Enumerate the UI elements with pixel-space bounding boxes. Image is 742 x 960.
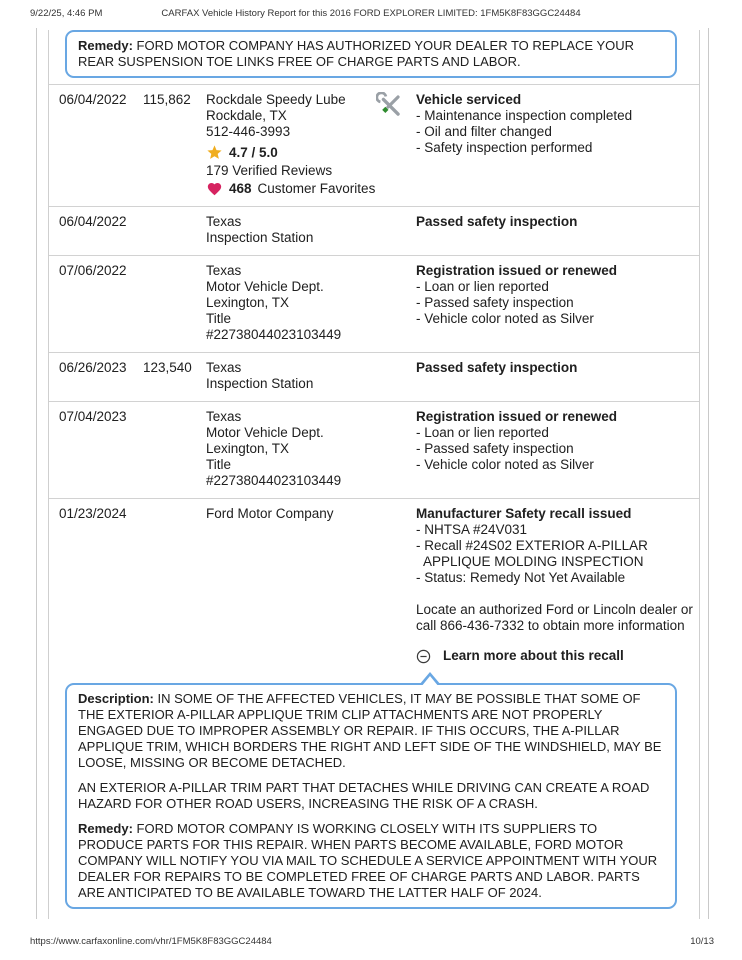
event-detail: - Status: Remedy Not Yet Available xyxy=(416,570,626,585)
remedy-text: FORD MOTOR COMPANY IS WORKING CLOSELY WITH ITS SUPPLIERS TO PRODUCE PARTS FOR THIS REPAIR. WHEN PARTS BECOME AVAILABLE, FORD MOTOR COMPANY WILL NOTIFY YOU VIA MAIL TO SCHEDULE A SERVICE APPOINTMENT WITH YOUR DEALER FOR REPAIRS TO BE COMPLETED FREE OF CHARGE PARTS AND LABOR. PARTS ARE ANTICIPATED TO BE AVAILABLE TOWARD THE LATTER HALF OF 2024. xyxy=(78,821,658,900)
description-label: Description: xyxy=(78,691,154,706)
event-date: 07/04/2023 xyxy=(59,409,127,424)
event-title: Passed safety inspection xyxy=(416,214,578,229)
history-row xyxy=(49,498,699,673)
recall-remedy-callout-top xyxy=(65,30,677,78)
print-url: https://www.carfaxonline.com/vhr/1FM5K8F83GGC24484 xyxy=(30,936,272,947)
event-detail: - Maintenance inspection completed xyxy=(416,108,633,123)
history-row xyxy=(49,255,699,352)
event-source xyxy=(206,263,376,343)
event-mileage: 123,540 xyxy=(143,360,192,375)
event-mileage xyxy=(143,506,206,664)
event-date: 06/04/2022 xyxy=(59,92,127,107)
event-detail: - Recall #24S02 EXTERIOR A-PILLAR APPLIQUE MOLDING INSPECTION xyxy=(416,538,648,569)
event-detail: - Oil and filter changed xyxy=(416,124,552,139)
event-mileage xyxy=(143,409,206,489)
recall-description-box xyxy=(65,683,677,909)
source-line: 512-446-3993 xyxy=(206,124,291,139)
event-mileage xyxy=(143,263,206,343)
event-detail: - Passed safety inspection xyxy=(416,441,574,456)
recall-contact-note: Locate an authorized Ford or Lincoln dealer or call 866-436-7332 to obtain more information xyxy=(416,602,693,633)
event-mileage: 115,862 xyxy=(143,92,191,107)
learn-more-label: Learn more about this recall xyxy=(443,648,624,663)
star-icon xyxy=(206,144,223,161)
favorites-count: 468 xyxy=(229,181,252,196)
event-icon-cell xyxy=(376,263,416,343)
print-header xyxy=(30,8,712,22)
heart-icon xyxy=(206,181,223,197)
remedy-text: FORD MOTOR COMPANY HAS AUTHORIZED YOUR DEALER TO REPLACE YOUR REAR SUSPENSION TOE LINKS FREE OF CHARGE PARTS AND LABOR. xyxy=(78,38,635,69)
event-source xyxy=(206,92,376,197)
learn-more-toggle[interactable] xyxy=(416,648,693,664)
favorites-label: Customer Favorites xyxy=(257,181,376,196)
event-detail: - Passed safety inspection xyxy=(416,295,574,310)
print-timestamp: 9/22/25, 4:46 PM xyxy=(30,8,103,19)
event-detail: - Vehicle color noted as Silver xyxy=(416,457,594,472)
source-line: Lexington, TX xyxy=(206,295,290,310)
print-page-number: 10/13 xyxy=(690,936,714,947)
event-source xyxy=(206,506,376,664)
event-detail: - Vehicle color noted as Silver xyxy=(416,311,594,326)
history-row xyxy=(49,206,699,255)
source-line: Inspection Station xyxy=(206,230,314,245)
print-footer xyxy=(30,936,714,947)
history-row xyxy=(49,401,699,498)
event-date: 06/26/2023 xyxy=(59,360,127,375)
source-line: Motor Vehicle Dept. xyxy=(206,425,324,440)
source-line: #22738044023103449 xyxy=(206,473,342,488)
minus-circle-icon xyxy=(416,649,431,664)
event-description xyxy=(416,506,699,664)
history-table xyxy=(48,30,700,919)
remedy-paragraph xyxy=(78,38,664,70)
event-detail: - Loan or lien reported xyxy=(416,425,549,440)
event-detail: - Loan or lien reported xyxy=(416,279,549,294)
history-row xyxy=(49,84,699,206)
source-line: #22738044023103449 xyxy=(206,327,342,342)
description-text: IN SOME OF THE AFFECTED VEHICLES, IT MAY BE POSSIBLE THAT SOME OF THE EXTERIOR A-PILLAR APPLIQUE TRIM CLIP ATTACHMENTS ARE NOT PROPERLY ENGAGED DUE TO IMPROPER ASSEMBLY OR REPAIR. IF THIS OCCURS, THE A-PILLAR APPLIQUE TRIM, WHICH BORDERS THE RIGHT AND LEFT SIDE OF THE WINDSHIELD, MAY BE LOOSE, MISSING OR BECOME DETACHED. xyxy=(78,691,662,770)
recall-hazard-paragraph: AN EXTERIOR A-PILLAR TRIM PART THAT DETACHES WHILE DRIVING CAN CREATE A ROAD HAZARD FOR OTHER ROAD USERS, INCREASING THE RISK OF A CRASH. xyxy=(78,780,650,811)
event-description xyxy=(416,409,699,489)
event-date: 06/04/2022 xyxy=(59,214,127,229)
event-description xyxy=(416,214,699,246)
event-icon-cell xyxy=(376,409,416,489)
source-line: Rockdale Speedy Lube xyxy=(206,92,346,107)
event-detail: - Safety inspection performed xyxy=(416,140,593,155)
event-title: Manufacturer Safety recall issued xyxy=(416,506,632,521)
source-line: Title xyxy=(206,311,232,326)
event-icon-cell xyxy=(376,360,416,392)
event-mileage xyxy=(143,214,206,246)
event-date: 01/23/2024 xyxy=(59,506,127,521)
event-detail: - NHTSA #24V031 xyxy=(416,522,528,537)
source-line: Title xyxy=(206,457,232,472)
event-description xyxy=(416,263,699,343)
verified-reviews: 179 Verified Reviews xyxy=(206,163,333,178)
event-source xyxy=(206,214,376,246)
event-source xyxy=(206,409,376,489)
print-title: CARFAX Vehicle History Report for this 2016 FORD EXPLORER LIMITED: 1FM5K8F83GGC24484 xyxy=(161,8,581,19)
source-line: Rockdale, TX xyxy=(206,108,287,123)
event-source xyxy=(206,360,376,392)
remedy-label: Remedy: xyxy=(78,821,133,836)
event-description xyxy=(416,92,699,197)
wrench-screwdriver-icon xyxy=(376,92,403,119)
event-date: 07/06/2022 xyxy=(59,263,127,278)
event-icon-cell xyxy=(376,214,416,246)
event-icon-cell xyxy=(376,506,416,664)
event-title: Registration issued or renewed xyxy=(416,409,618,424)
source-line: Inspection Station xyxy=(206,376,314,391)
source-line: Texas xyxy=(206,409,242,424)
source-line: Motor Vehicle Dept. xyxy=(206,279,324,294)
source-line: Texas xyxy=(206,360,242,375)
customer-favorites xyxy=(206,181,376,197)
remedy-label: Remedy: xyxy=(78,38,133,53)
source-line: Lexington, TX xyxy=(206,441,290,456)
history-row xyxy=(49,352,699,401)
event-title: Vehicle serviced xyxy=(416,92,522,107)
shop-rating xyxy=(206,144,376,161)
event-title: Registration issued or renewed xyxy=(416,263,618,278)
source-line: Texas xyxy=(206,263,242,278)
report-section xyxy=(36,28,709,919)
recall-description-paragraph xyxy=(78,691,664,771)
source-line: Ford Motor Company xyxy=(206,506,334,521)
source-line: Texas xyxy=(206,214,242,229)
event-title: Passed safety inspection xyxy=(416,360,578,375)
event-description xyxy=(416,360,699,392)
recall-remedy-paragraph xyxy=(78,821,664,901)
event-icon-cell xyxy=(376,92,416,197)
rating-value: 4.7 / 5.0 xyxy=(229,144,278,160)
